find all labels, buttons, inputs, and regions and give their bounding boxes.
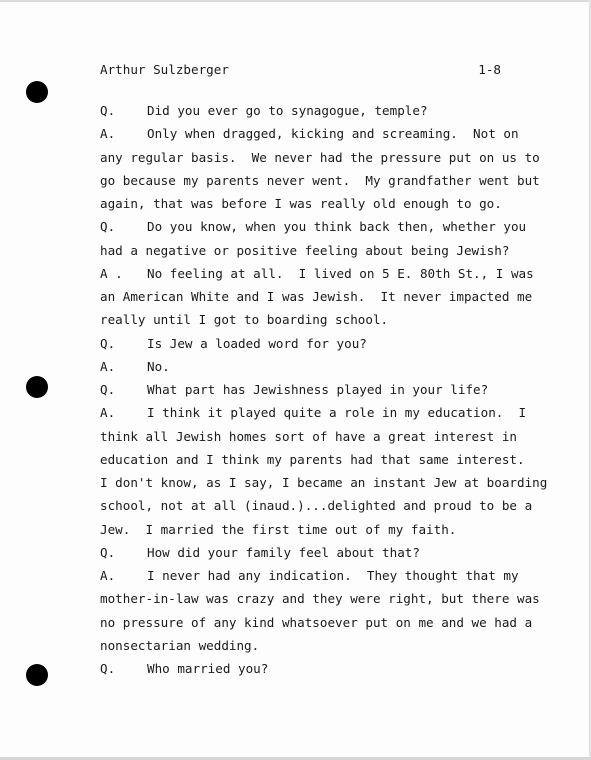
question-line	[100, 218, 527, 241]
binder-hole-icon	[26, 81, 48, 103]
question-marker: Q.	[100, 382, 116, 397]
line-text: Did you ever go to synagogue, temple?	[147, 103, 428, 118]
question-marker: Q.	[100, 219, 116, 235]
line-text: No feeling at all. I lived on 5 E. 80th St., I was	[147, 265, 534, 281]
text-line: school, not at all (inaud.)...delighted and proud to be a	[100, 498, 533, 514]
text-line: any regular basis. We never had the pressure put on us to	[100, 149, 540, 165]
line-text: Is Jew a loaded word for you?	[147, 335, 367, 351]
interviewee-name: Arthur Sulzberger	[100, 62, 229, 77]
text-line: had a negative or positive feeling about being Jewish?	[100, 242, 510, 258]
question-marker: Q.	[100, 544, 116, 560]
page-number: 1-8	[478, 62, 501, 77]
transcript-body	[100, 102, 548, 683]
question-line	[100, 335, 520, 358]
question-line	[100, 381, 520, 404]
text-line: think all Jewish homes sort of have a great interest in	[100, 428, 518, 444]
answer-line	[100, 125, 520, 148]
line-text: I think it played quite a role in my education. I	[147, 405, 527, 421]
text-line: Jew. I married the first time out of my faith.	[100, 521, 457, 537]
text-line: an American White and I was Jewish. It never impacted me	[100, 289, 533, 304]
answer-line	[100, 404, 527, 427]
binder-hole-icon	[26, 664, 48, 686]
text-line: nonsectarian wedding.	[100, 637, 260, 653]
page-header	[100, 61, 501, 78]
answer-line	[100, 358, 520, 381]
line-text: No.	[147, 358, 170, 374]
question-marker: Q.	[100, 103, 116, 118]
answer-marker: A.	[100, 405, 116, 421]
answer-marker: A .	[100, 265, 123, 281]
text-line: really until I got to boarding school.	[100, 312, 389, 328]
text-line: no pressure of any kind whatsoever put on me and we had a	[100, 614, 533, 630]
binder-hole-icon	[26, 376, 48, 398]
question-marker: Q.	[100, 335, 116, 351]
text-line: again, that was before I was really old enough to go.	[100, 196, 502, 211]
question-line	[100, 544, 520, 567]
text-line: education and I think my parents had that same interest.	[100, 451, 525, 467]
text-line: I don't know, as I say, I became an instant Jew at boarding	[100, 475, 548, 490]
answer-marker: A.	[100, 126, 116, 142]
line-text: How did your family feel about that?	[147, 544, 420, 560]
answer-marker: A.	[100, 358, 116, 374]
answer-line	[100, 567, 520, 590]
line-text: What part has Jewishness played in your life?	[147, 382, 489, 397]
text-line: mother-in-law was crazy and they were right, but there was	[100, 591, 540, 607]
line-text: I never had any indication. They thought that my	[147, 568, 519, 583]
page-top-edge	[0, 0, 591, 2]
question-line	[100, 660, 520, 683]
text-line: go because my parents never went. My grandfather went but	[100, 172, 540, 188]
answer-marker: A.	[100, 568, 116, 583]
question-marker: Q.	[100, 661, 116, 676]
answer-line	[100, 265, 534, 288]
line-text: Do you know, when you think back then, whether you	[147, 219, 527, 235]
question-line	[100, 102, 520, 125]
line-text: Only when dragged, kicking and screaming. Not on	[147, 126, 519, 142]
line-text: Who married you?	[147, 661, 269, 676]
